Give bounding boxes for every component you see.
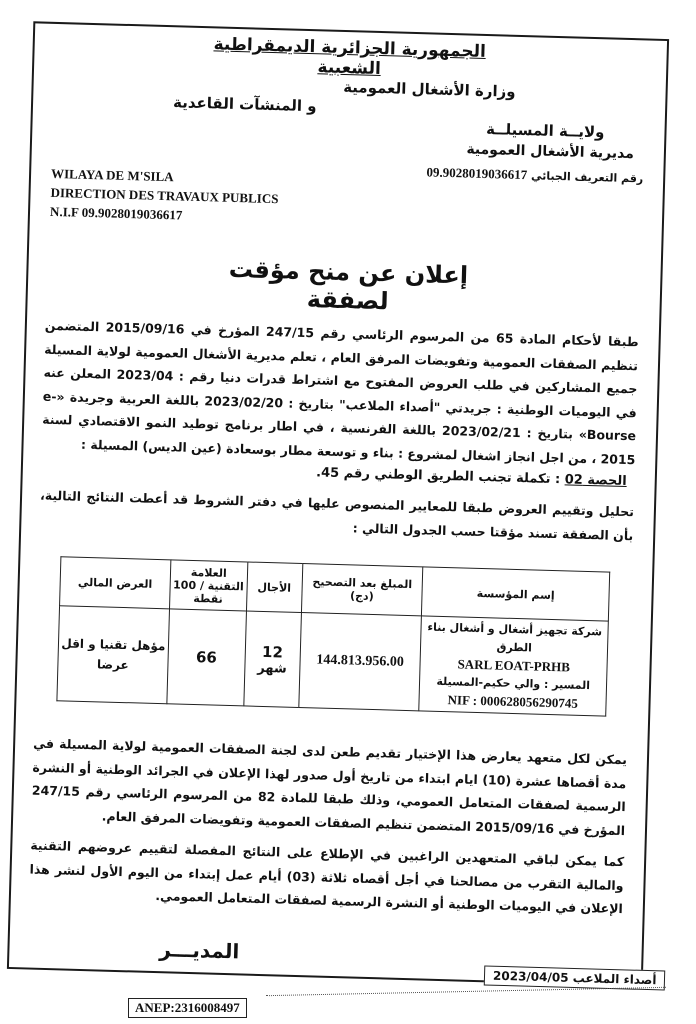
newspaper-stamp: أصداء الملاعب 2023/04/05 <box>484 965 666 990</box>
announcement-title: إعلان عن منح مؤقت لصفقة <box>228 254 469 316</box>
wilaya-french: WILAYA DE M'SILA <box>50 165 174 185</box>
document-frame <box>7 21 669 986</box>
nif-arabic-value: 09.9028019036617 <box>426 164 528 183</box>
appeal-paragraph: يمكن لكل متعهد يعارض هذا الإختيار تقديم طعن لدى لجنة الصفقات العمومية لولاية المسيلة في مدة أقصاها عشرة (10) ايام ابتداء من تاريخ أول صدور لهذا الإعلان في الجرائد الوطنية أو النشرة الرسمية لصفقات المتعامل العمومي، وذلك طبقا للمادة 82 من المرسوم الرئاسي رقم 247/15 المؤرخ في 2015/09/16 المتضمن تنظيم الصفقات العمومية وتفويضات المرفق العام. <box>31 735 628 838</box>
cell-amount: 144.813.956.00 <box>298 613 421 711</box>
header-duration: الأجال <box>246 562 302 613</box>
wilaya-arabic: ولايــة المسيلــة <box>485 119 605 142</box>
nif-french: N.I.F 09.9028019036617 <box>49 203 183 223</box>
duration-value: 12 <box>261 642 284 662</box>
nif-arabic-label: رقم التعريف الجبائي <box>530 169 644 186</box>
body-paragraph-2: تحليل وتقييم العروض طبقا للمعايير المنصوص عليها في دفتر الشروط قد أعطت النتائج التالية، بأن الصفقة تسند مؤقتا حسب الجدول التالي : <box>39 487 635 543</box>
header-company: إسم المؤسسة <box>422 567 610 621</box>
anep-reference: ANEP:2316008497 <box>128 998 247 1018</box>
results-table <box>56 556 610 716</box>
header-score: العلامة التقنية / 100 نقطة <box>169 560 247 611</box>
cell-company <box>419 616 608 716</box>
consultation-paragraph: كما يمكن لباقي المتعهدين الراغبين في الإطلاع على النتائج المفصلة لتقييم عروضهم التقنية والمالية التقرب من مصالحنا في أجل أقصاه ثلاثة (03) أيام عمل إبتداء من اليوم الأول لنشر هذا الإعلان في اليوميات الوطنية أو النشرة الرسمية لصفقات المتعامل العمومي. <box>29 837 625 917</box>
company-name-french: SARL EOAT-PRHB <box>457 656 571 675</box>
company-nif: NIF : 000628056290745 <box>447 692 579 711</box>
lot-text: : تكملة تجنب الطريق الوطني رقم 45. <box>315 465 561 488</box>
lot-label: الحصة 02 <box>564 472 627 490</box>
cell-duration <box>244 611 302 707</box>
french-header <box>50 164 279 227</box>
cell-offer: مؤهل تقنيا و اقل عرضا <box>57 606 169 704</box>
company-manager: المسير : والي حكيم-المسيلة <box>436 674 591 693</box>
header-amount: المبلغ بعد التصحيح (دج) <box>301 564 423 616</box>
stamp-dotted-line <box>266 987 666 996</box>
company-name-arabic: شركة تجهيز أشغال و أشغال بناء الطرق <box>427 620 603 655</box>
ministry-heading: وزارة الأشغال العمومية <box>342 77 516 101</box>
header-offer: العرض المالي <box>60 557 171 609</box>
nif-arabic <box>426 164 643 186</box>
direction-arabic: مديرية الأشغال العمومية <box>466 141 635 163</box>
body-paragraph-1: طبقا لأحكام المادة 65 من المرسوم الرئاسي رقم 247/15 المؤرخ في 2015/09/16 المتضمن تنظيم الصفقات العمومية وتفويضات المرفق العام ، تعلم مديرية الأشغال العمومية لولاية المسيلة جميع المشاركين في طلب العروض المفتوح مع اشتراط قدرات دنيا رقم : 2023/04 المعلن عنه في اليوميات الوطنية : جريدتي "أصداء الملاعب" بتاريخ : 2023/02/20 باللغة العربية وجريدة «e-Bourse» بتاريخ : 2023/02/21 باللغة الفرنسية ، في اطار برنامج توطيد النمو الاقتصادي لسنة 2015 ، من اجل انجاز اشغال لمشروع : بناء و توسعة مطار بوسعادة (عين الديس) المسيلة : <box>42 317 639 467</box>
announcement-page <box>6 6 690 1016</box>
director-signature: المديـــر <box>159 937 240 964</box>
republic-heading: الجمهورية الجزائرية الديمقراطية الشعبية <box>213 34 487 80</box>
direction-french: DIRECTION DES TRAVAUX PUBLICS <box>50 184 279 207</box>
table-row <box>57 606 608 716</box>
cell-score: 66 <box>167 609 246 706</box>
ministry-heading-continued: و المنشآت القاعدية <box>172 93 317 116</box>
duration-unit: شهر <box>257 660 287 677</box>
